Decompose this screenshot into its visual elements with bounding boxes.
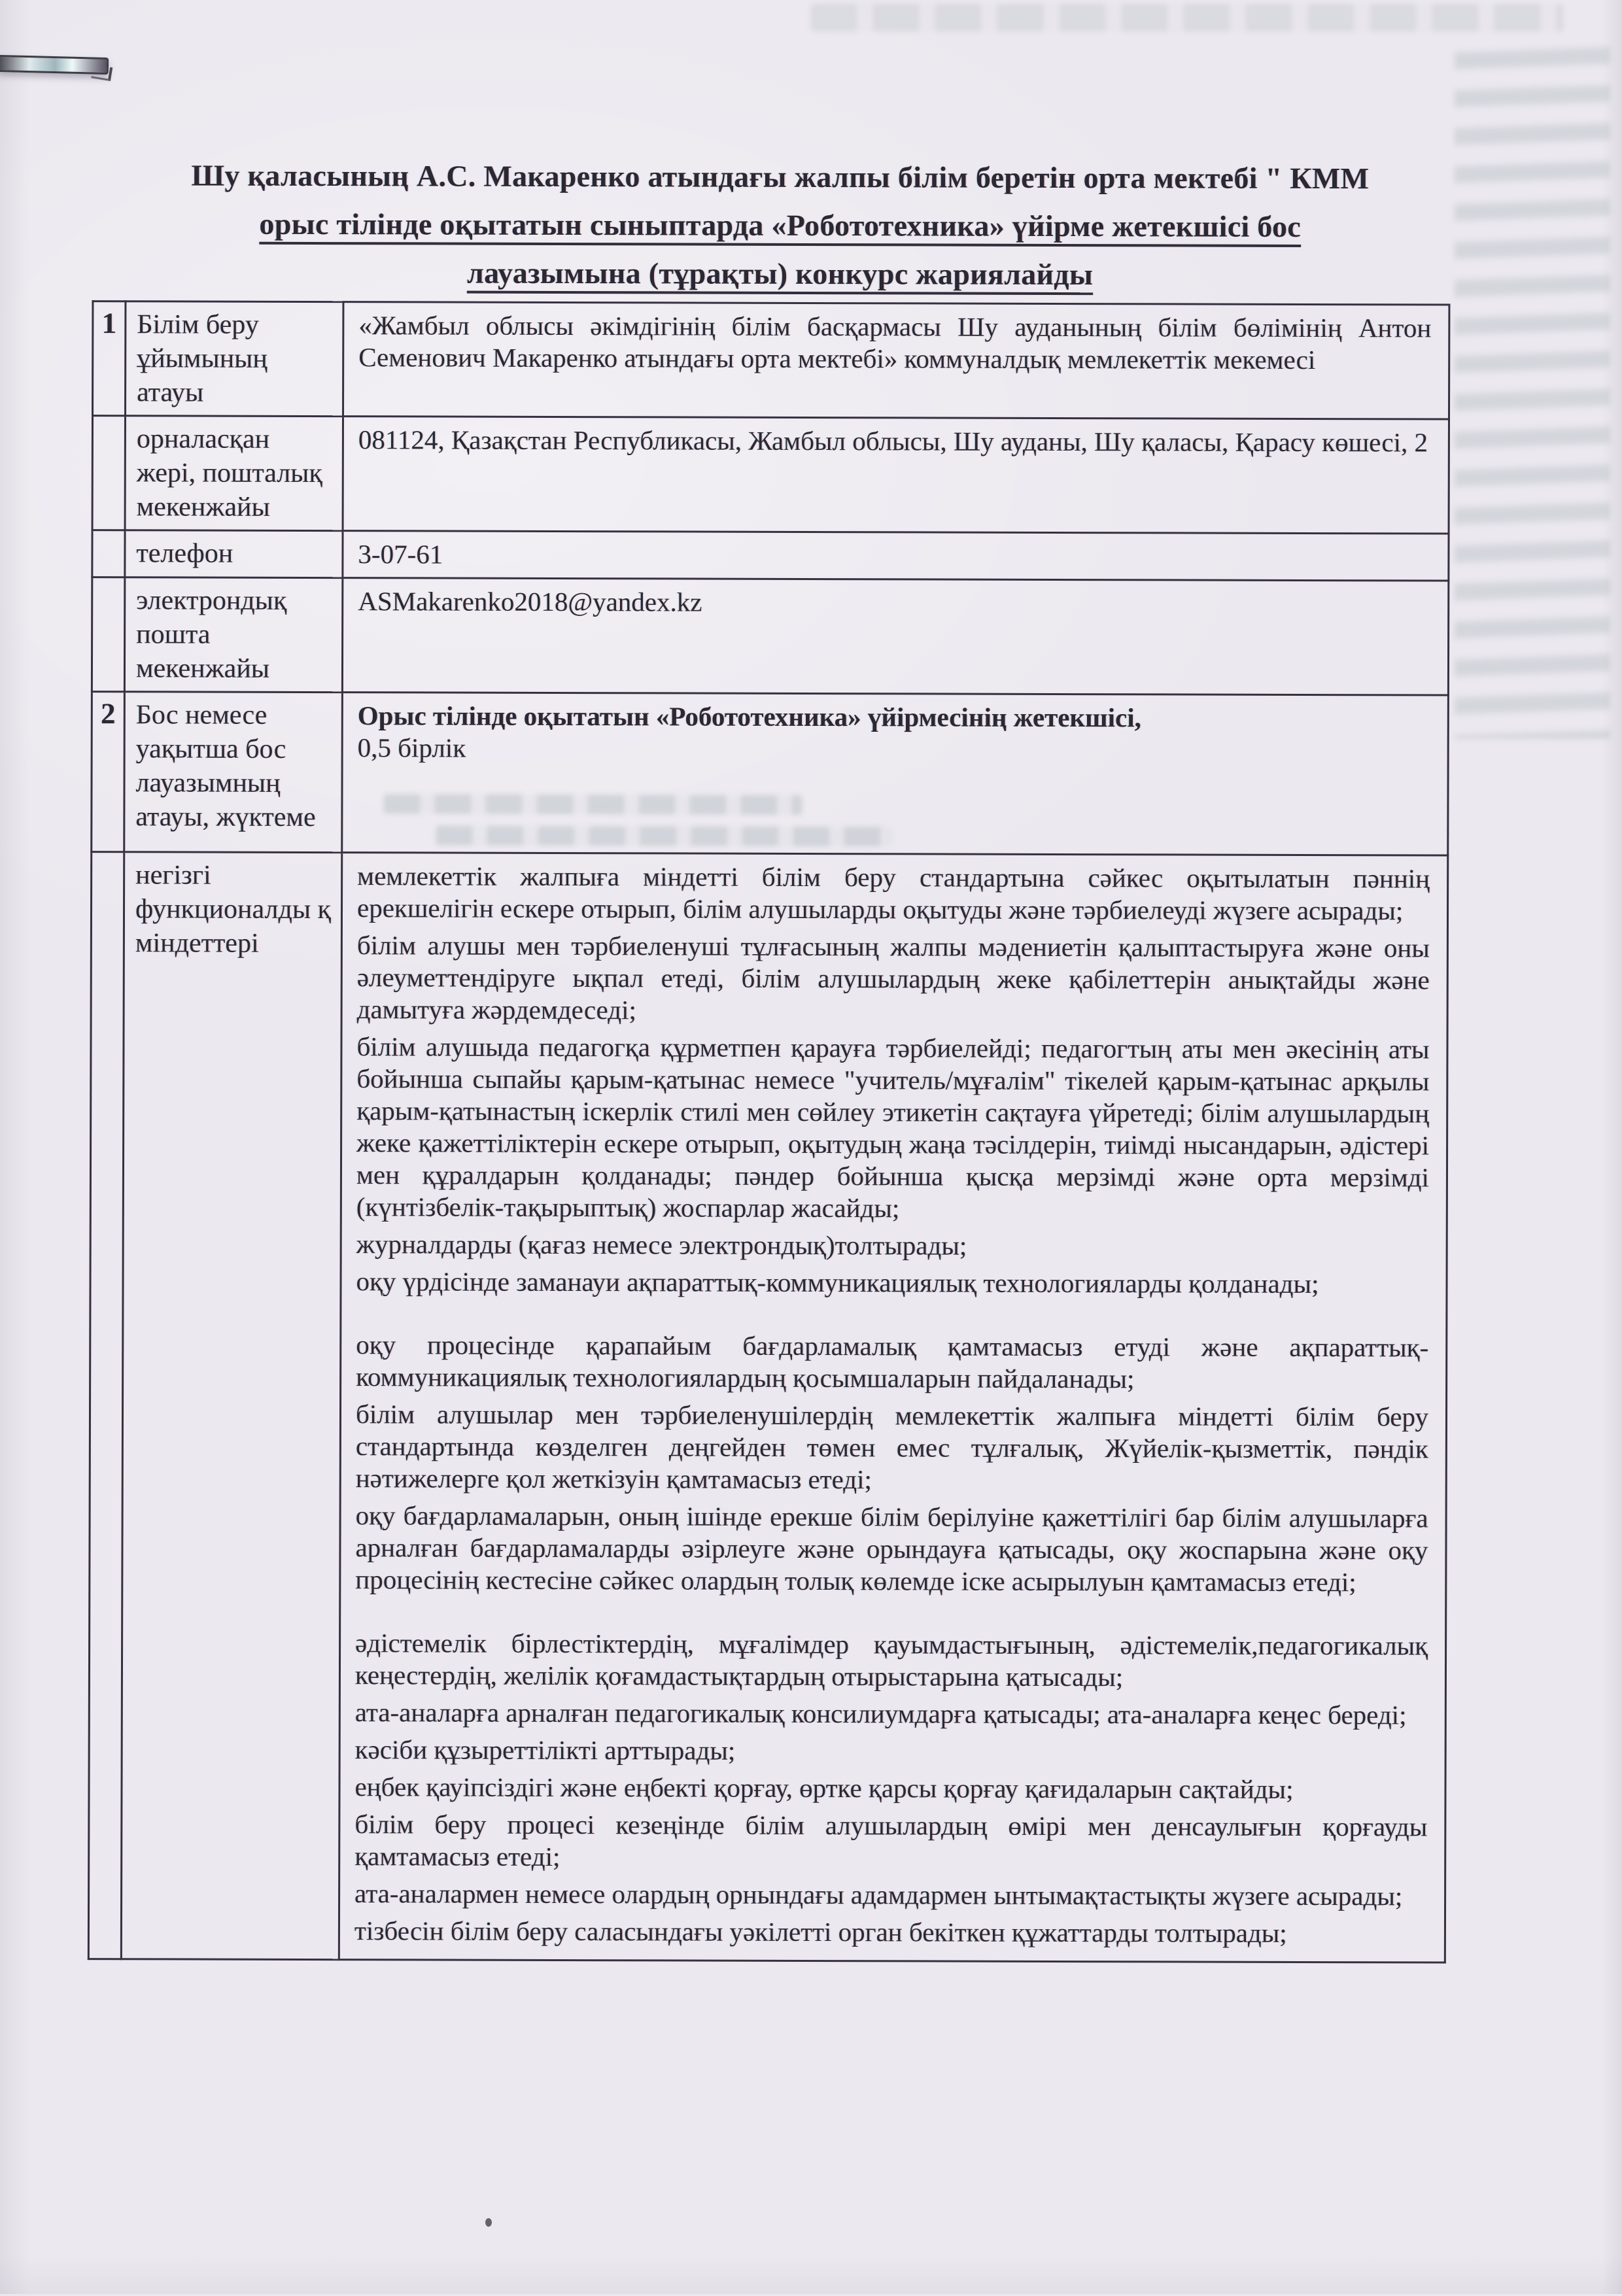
duty-paragraph: әдістемелік бірлестіктердің, мұғалімдер қауымдастығының, әдістемелік,педагогикалық кеңестердің, желілік қоғамдастықтардың отырыстарына қатысады; bbox=[355, 1627, 1428, 1694]
duty-paragraph: оқу үрдісінде заманауи ақпараттық-коммуникациялық технологияларды қолданады; bbox=[356, 1265, 1428, 1300]
duty-paragraph: кәсіби құзыреттілікті арттырады; bbox=[355, 1734, 1428, 1768]
table-row bbox=[88, 852, 1447, 1962]
field-label-cell: Білім беру ұйымының атауы bbox=[126, 301, 343, 417]
title-line-1: Шу қаласының А.С. Макаренко атындағы жалпы білім беретін орта мектебі " КММ bbox=[100, 151, 1460, 203]
duty-paragraph: оқу процесінде қарапайым бағдарламалық қамтамасыз етуді және ақпараттық-коммуникациялық технологиялардың қосымшаларын пайдаланады; bbox=[356, 1329, 1428, 1396]
table-row bbox=[92, 692, 1449, 855]
duty-paragraph: білім беру процесі кезеңінде білім алушылардың өмірі мен денсаулығын қорғауды қамтамасыз етеді; bbox=[354, 1808, 1427, 1875]
table-row bbox=[92, 416, 1449, 534]
row-number-cell bbox=[88, 852, 124, 1959]
table-row bbox=[92, 577, 1448, 695]
field-label-cell: негізгі функционалды қ міндеттері bbox=[121, 852, 341, 1960]
field-label-cell: орналасқан жері, пошталық мекенжайы bbox=[125, 416, 343, 531]
title-line-3: лауазымына (тұрақты) конкурс жариялайды bbox=[99, 248, 1460, 300]
bleed-through-text-artifact bbox=[383, 794, 802, 815]
vacancy-position-text: Орыс тілінде оқытатын «Робототехника» үйірмесінің жетекшісі, bbox=[358, 700, 1430, 734]
field-value-cell bbox=[342, 693, 1449, 855]
field-label-cell: электрондық пошта мекенжайы bbox=[124, 577, 342, 693]
vacancy-load-text: 0,5 бірлік bbox=[358, 732, 1430, 766]
duty-paragraph: мемлекеттік жалпыға міндетті білім беру стандартына сәйкес оқытылатын пәннің ерекшелігін ескере отырып, білім алушыларды оқытуды және тәрбиелеуді жүзеге асырады; bbox=[357, 860, 1430, 927]
duty-paragraph: білім алушы мен тәрбиеленуші тұлғасының жалпы мәдениетін қалыптастыруға және оны әлеуметтендіруге ықпал етеді, білім алушылардың жеке қабілеттерін анықтайды және дамытуға жәрдемдеседі; bbox=[357, 929, 1430, 1028]
bleed-through-text-artifact bbox=[436, 825, 893, 846]
duty-paragraph: білім алушыда педагогқа құрметпен қарауға тәрбиелейді; педагогтың аты мен әкесінің аты бойынша сыпайы қарым-қатынас немесе "учитель/мұғалім" тікелей қарым-қатынас арқылы қарым-қатынастың іскерлік стилі мен сөйлеу этикетін сақтауға үйретеді; білім алушылардың жеке қажеттіліктерін ескере отырып, оқытудың жаңа тәсілдерін, тиімді нысандарын, әдістері мен құралдарын қолданады; пәндер бойынша қысқа мерзімді және орта мерзімді (күнтізбелік-тақырыптық) жоспарлар жасайды; bbox=[356, 1031, 1430, 1225]
duty-paragraph: ата-аналарға арналған педагогикалық консилиумдарға қатысады; ата-аналарға кеңес береді; bbox=[355, 1696, 1428, 1731]
duty-paragraph: тізбесін білім беру саласындағы уәкілетті орган бекіткен құжаттарды толтырады; bbox=[354, 1915, 1427, 1949]
duty-paragraph: білім алушылар мен тәрбиеленушілердің мемлекеттік жалпыға міндетті білім беру стандартында көзделген деңгейден төмен емес тұлғалық, Жүйелік-қызметтік, пәндік нәтижелерге қол жеткізуін қамтамасыз етеді; bbox=[356, 1398, 1428, 1497]
field-label-cell: Бос немесе уақытша бос лауазымның атауы, жүктеме bbox=[124, 692, 343, 853]
field-value-cell: 081124, Қазақстан Республикасы, Жамбыл облысы, Шу ауданы, Шу қаласы, Қарасу көшесі, 2 bbox=[343, 417, 1449, 534]
document-title bbox=[99, 151, 1460, 300]
duty-paragraph: оқу бағдарламаларын, оның ішінде ерекше білім берілуіне қажеттілігі бар білім алушыларға арналған бағдарламаларды әзірлеуге және орындауға қатысады, оқу жоспарына және оқу процесінің кестесіне сәйкес олардың толық көлемде іске асырылуын қамтамасыз етеді; bbox=[355, 1499, 1428, 1598]
field-label-cell: телефон bbox=[125, 530, 343, 578]
row-number-cell bbox=[92, 416, 125, 530]
table-row bbox=[92, 530, 1449, 581]
row-number-cell: 2 bbox=[92, 692, 125, 852]
duty-paragraph: ата-аналармен немесе олардың орнындағы адамдармен ынтымақтастықты жүзеге асырады; bbox=[354, 1877, 1427, 1912]
field-value-cell: «Жамбыл облысы әкімдігінің білім басқармасы Шу ауданының білім бөлімінің Антон Семенович Макаренко атындағы орта мектебі» коммуналдық мемлекеттік мекемесі bbox=[343, 302, 1449, 419]
duty-paragraph: журналдарды (қағаз немесе электрондық)толтырады; bbox=[356, 1228, 1429, 1263]
field-value-cell: 3-07-61 bbox=[343, 531, 1449, 581]
duties-value-cell bbox=[339, 853, 1447, 1962]
duty-paragraph: еңбек қауіпсіздігі және еңбекті қорғау, өртке қарсы қорғау қағидаларын сақтайды; bbox=[354, 1771, 1427, 1806]
row-number-cell bbox=[92, 530, 125, 577]
table-row bbox=[93, 301, 1449, 419]
row-number-cell bbox=[92, 577, 124, 692]
row-number-cell: 1 bbox=[93, 301, 126, 416]
vacancy-info-table bbox=[88, 300, 1451, 1963]
title-line-2: орыс тілінде оқытатын сыныптарда «Робототехника» үйірме жетекшісі бос bbox=[100, 199, 1460, 251]
field-value-cell: ASMakarenko2018@yandex.kz bbox=[342, 578, 1448, 695]
